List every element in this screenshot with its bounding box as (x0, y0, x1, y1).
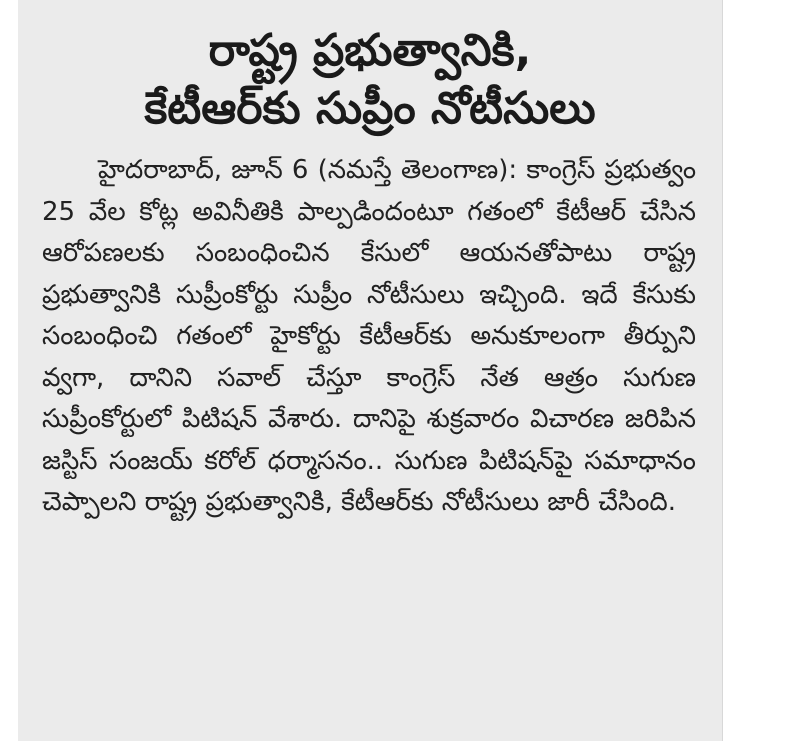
article-headline (18, 0, 722, 138)
headline-line-1: రాష్ట్ర ప్రభుత్వానికి, (208, 25, 532, 76)
headline-line-2: కేటీఆర్‌కు సుప్రీం నోటీసులు (144, 83, 596, 134)
article-clipping (18, 0, 722, 741)
article-body: హైదరాబాద్‌, జూన్‌ 6 (నమస్తే తెలంగాణ): కాంగ్రెస్‌ ప్రభుత్వం 25 వేల కోట్ల అవినీతికి పాల్పడిందంటూ గతంలో కేటీఆర్‌ చేసిన ఆరోపణలకు సంబంధించిన కేసులో ఆయనతోపాటు రాష్ట్ర ప్రభుత్వానికి సుప్రీంకోర్టు సుప్రీం నోటీసులు ఇచ్చింది. ఇదే కేసుకు సంబంధించి గతంలో హైకోర్టు కేటీఆర్‌కు అనుకూలంగా తీర్పుని వ్వగా, దానిని సవాల్‌ చేస్తూ కాంగ్రెస్‌ నేత ఆత్రం సుగుణ సుప్రీంకోర్టులో పిటిషన్‌ వేశారు. దానిపై శుక్రవారం విచారణ జరిపిన జస్టిస్‌ సంజయ్‌ కరోల్‌ ధర్మాసనం.. సుగుణ పిటిషన్‌పై సమాధానం చెప్పాలని రాష్ట్ర ప్రభుత్వానికి, కేటీఆర్‌కు నోటీసులు జారీ చేసింది. (42, 155, 696, 517)
column-divider (722, 0, 723, 741)
